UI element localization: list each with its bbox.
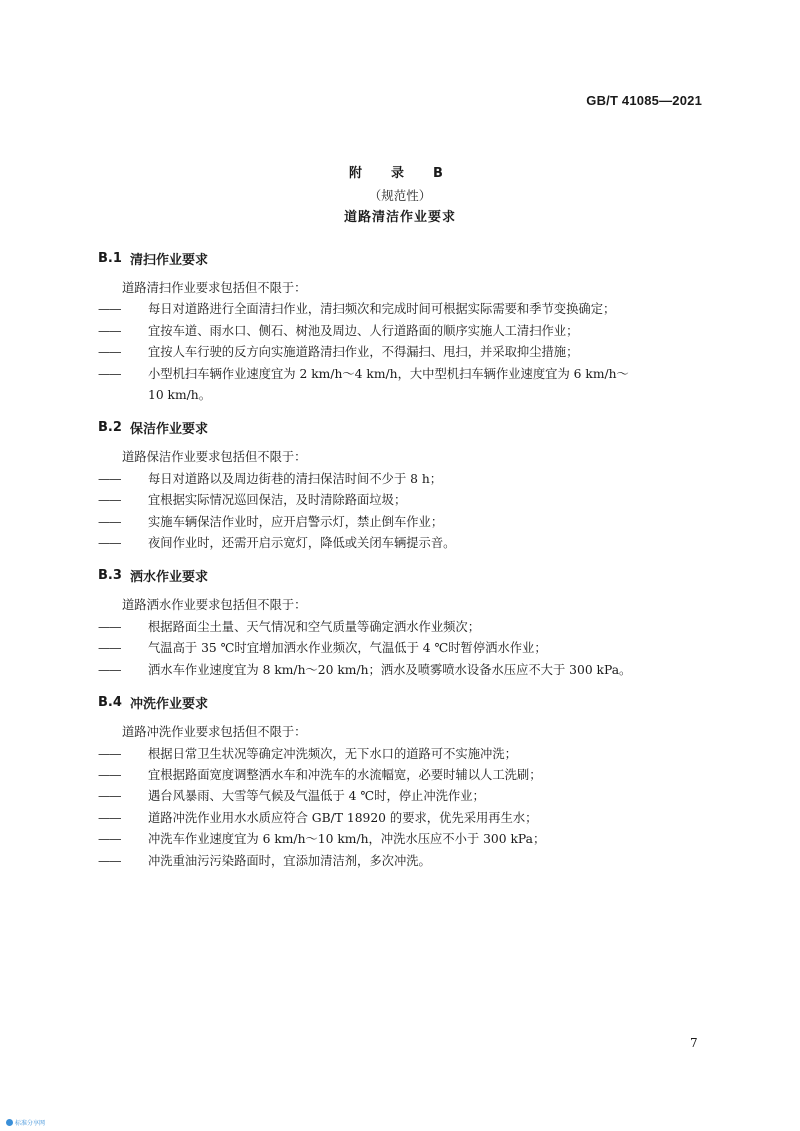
dash: —— (98, 345, 121, 360)
section-title: 洒水作业要求 (130, 569, 209, 585)
list-item (98, 829, 702, 850)
list-item-text: 实施车辆保洁作业时，应开启警示灯，禁止倒车作业； (148, 514, 444, 529)
list-item-text: 宜按车道、雨水口、侧石、树池及周边、人行道路面的顺序实施人工清扫作业； (148, 323, 579, 338)
list-item (98, 364, 702, 385)
list-item (98, 660, 702, 681)
dash: —— (98, 619, 121, 634)
section-heading (98, 415, 702, 439)
list-item-text: 冲洗重油污污染路面时，宜添加清洁剂，多次冲洗。 (148, 853, 431, 868)
section-number: B.4 (98, 694, 122, 710)
dash: —— (98, 853, 121, 868)
watermark-logo-icon (6, 1119, 13, 1126)
list-item (98, 299, 702, 320)
list-item-continuation: 10 km/h。 (148, 388, 212, 403)
section-title: 保洁作业要求 (130, 421, 209, 437)
section-heading (98, 246, 702, 270)
list-item-text: 宜按人车行驶的反方向实施道路清扫作业，不得漏扫、甩扫，并采取抑尘措施； (148, 345, 579, 360)
list-item (98, 617, 702, 638)
page-number: 7 (690, 1036, 698, 1050)
list-item-text: 洒水车作业速度宜为 8 km/h～20 km/h；洒水及喷雾喷水设备水压应不大于 300 kPa。 (148, 662, 632, 677)
section-title: 冲洗作业要求 (130, 696, 209, 712)
list-item (98, 342, 702, 363)
dash: —— (98, 493, 121, 508)
list-item (98, 321, 702, 342)
list-item (98, 533, 702, 554)
list-item (98, 765, 702, 786)
list-item (98, 744, 702, 765)
section-intro: 道路保洁作业要求包括但不限于： (122, 450, 307, 465)
dash: —— (98, 471, 121, 486)
dash: —— (98, 746, 121, 761)
list-item (98, 512, 702, 533)
list-item (98, 469, 702, 490)
section-number: B.3 (98, 567, 122, 583)
appendix-title: 道路清洁作业要求 (343, 210, 456, 225)
list-item-text: 根据路面尘土量、天气情况和空气质量等确定洒水作业频次； (148, 619, 481, 634)
section-title: 清扫作业要求 (130, 252, 209, 268)
list-item (98, 786, 702, 807)
list-item-text: 每日对道路以及周边街巷的清扫保洁时间不少于 8 h； (148, 471, 443, 486)
list-item-text: 每日对道路进行全面清扫作业，清扫频次和完成时间可根据实际需要和季节变换确定； (148, 302, 616, 317)
section-intro: 道路冲洗作业要求包括但不限于： (122, 725, 307, 740)
list-item-text: 夜间作业时，还需开启示宽灯，降低或关闭车辆提示音。 (148, 536, 456, 551)
section-heading (98, 690, 702, 714)
list-item (98, 808, 702, 829)
appendix-heading (0, 163, 800, 229)
document-body (98, 246, 702, 872)
section-heading (98, 563, 702, 587)
dash: —— (98, 662, 121, 677)
dash: —— (98, 789, 121, 804)
watermark (6, 1118, 45, 1127)
section-number: B.1 (98, 250, 122, 266)
dash: —— (98, 302, 121, 317)
dash: —— (98, 641, 121, 656)
dash: —— (98, 514, 121, 529)
section-b4 (98, 690, 702, 872)
watermark-text: 标准分享网 (15, 1120, 46, 1127)
appendix-type: （规范性） (368, 188, 432, 203)
list-item-text: 气温高于 35 ℃时宜增加洒水作业频次，气温低于 4 ℃时暂停洒水作业； (148, 641, 547, 656)
list-item-text: 小型机扫车辆作业速度宜为 2 km/h～4 km/h，大中型机扫车辆作业速度宜为 6 km/h～ (148, 366, 629, 381)
dash: —— (98, 536, 121, 551)
section-b3 (98, 563, 702, 681)
list-item-text: 宜根据实际情况巡回保洁，及时清除路面垃圾； (148, 493, 407, 508)
dash: —— (98, 767, 121, 782)
section-b1 (98, 246, 702, 406)
dash: —— (98, 323, 121, 338)
dash: —— (98, 810, 121, 825)
list-item (98, 490, 702, 511)
section-intro: 道路清扫作业要求包括但不限于： (122, 281, 307, 295)
dash: —— (98, 832, 121, 847)
list-item-text: 道路冲洗作业用水水质应符合 GB/T 18920 的要求，优先采用再生水； (148, 810, 538, 825)
appendix-label: 附 录 B (349, 166, 451, 181)
document-code: GB/T 41085—2021 (586, 93, 702, 108)
list-item-text: 冲洗车作业速度宜为 6 km/h～10 km/h，冲洗水压应不小于 300 kPa； (148, 832, 546, 847)
section-number: B.2 (98, 419, 122, 435)
list-item-text: 遇台风暴雨、大雪等气候及气温低于 4 ℃时，停止冲洗作业； (148, 789, 485, 804)
section-intro: 道路洒水作业要求包括但不限于： (122, 598, 307, 613)
list-item (98, 851, 702, 872)
dash: —— (98, 366, 121, 381)
list-item-text: 宜根据路面宽度调整洒水车和冲洗车的水流幅宽，必要时辅以人工洗刷； (148, 767, 542, 782)
section-b2 (98, 415, 702, 554)
list-item-text: 根据日常卫生状况等确定冲洗频次，无下水口的道路可不实施冲洗； (148, 746, 517, 761)
list-item (98, 638, 702, 659)
